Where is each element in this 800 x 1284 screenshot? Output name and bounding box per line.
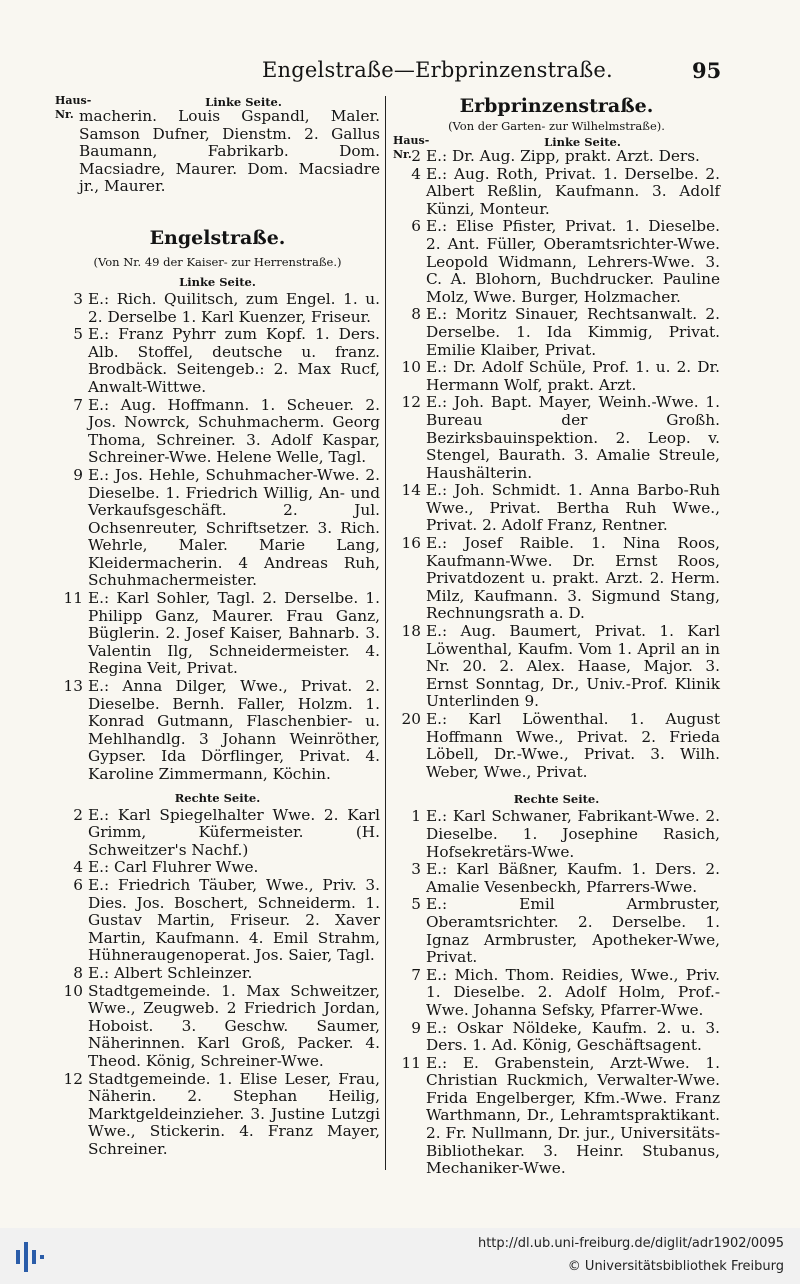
address-entry	[55, 859, 380, 877]
address-entry	[393, 535, 720, 623]
residents-text: E.: Anna Dilger, Wwe., Privat. 2. Dieselbe. Bernh. Faller, Holzm. 1. Konrad Gutmann, Flaschenbier- u. Mehlhandlg. 3 Johann Weinröther, Gypser. Ida Dörflinger, Privat. 4. Karoline Zimmermann, Köchin.	[88, 677, 380, 783]
address-entry	[393, 1020, 720, 1055]
house-number: 5	[73, 325, 83, 344]
house-number: 3	[73, 289, 83, 308]
house-number: 2	[411, 147, 421, 165]
address-entry	[393, 306, 720, 359]
house-number: 8	[73, 963, 83, 982]
address-entry	[393, 896, 720, 966]
address-entry	[55, 291, 380, 326]
address-entry	[55, 467, 380, 590]
address-entry	[55, 877, 380, 965]
residents-text: E.: Elise Pfister, Privat. 1. Dieselbe. 2. Ant. Füller, Oberamtsrichter-Wwe. Leopold Widmann, Lehrers-Wwe. 3. C. A. Blohorn, Buchdrucker. Pauline Molz, Wwe. Burger, Holzmacher.	[426, 217, 720, 306]
house-number: 18	[401, 622, 421, 641]
house-number: 4	[73, 858, 83, 877]
address-entry	[393, 1055, 720, 1178]
residents-text: E.: Joh. Schmidt. 1. Anna Barbo-Ruh Wwe., Privat. Bertha Ruh Wwe., Privat. 2. Adolf Franz, Rentner.	[426, 481, 720, 535]
side-heading: Linke Seite.	[179, 274, 256, 289]
house-number: 3	[411, 860, 421, 879]
residents-text: E.: Friedrich Täuber, Wwe., Priv. 3. Dies. Jos. Boschert, Schneiderm. 1. Gustav Martin, Friseur. 2. Xaver Martin, Kaufmann. 4. Emil Strahm, Hühneraugenoperat. Jos. Saier, Tagl.	[88, 875, 380, 965]
house-number-heading: Haus-Nr.	[55, 94, 92, 121]
house-number: 8	[411, 305, 421, 324]
house-number: 1	[411, 807, 421, 826]
running-title: Engelstraße—Erbprinzenstraße.	[262, 58, 613, 82]
address-entry	[393, 148, 720, 166]
house-number: 12	[63, 1069, 83, 1088]
address-entry	[393, 711, 720, 781]
residents-text: E.: Karl Löwenthal. 1. August Hoffmann Wwe., Privat. 2. Frieda Löbell, Dr.-Wwe., Privat. 3. Wilh. Weber, Wwe., Privat.	[426, 710, 720, 781]
column-heading	[55, 94, 380, 121]
permalink-link[interactable]: http://dl.ub.uni-freiburg.de/diglit/adr1902/0095	[477, 1236, 784, 1251]
entries-left-side	[55, 291, 380, 784]
continued-entry: macherin. Louis Gspandl, Maler. Samson Dufner, Dienstm. 2. Gallus Baumann, Fabrikarb. Dom. Macsiadre, Maurer. Dom. Macsiadre jr., Maurer.	[79, 107, 380, 196]
address-entry	[393, 359, 720, 394]
house-number: 12	[401, 393, 421, 412]
side-heading: Rechte Seite.	[174, 790, 261, 805]
address-entry	[393, 166, 720, 219]
residents-text: E.: Karl Spiegelhalter Wwe. 2. Karl Grimm, Küfermeister. (H. Schweitzer's Nachf.)	[88, 805, 380, 859]
house-number: 10	[63, 981, 83, 1000]
residents-text: E.: Jos. Hehle, Schuhmacher-Wwe. 2. Dieselbe. 1. Friedrich Willig, An- und Verkaufsgeschäft. 2. Jul. Ochsenreuter, Schriftsetzer. 3. Rich. Wehrle, Maler. Marie Lang, Kleidermacherin. 4 Andreas Ruh, Schuhmachermeister.	[88, 465, 380, 590]
page-number: 95	[692, 58, 722, 83]
address-entry	[55, 590, 380, 678]
house-number: 7	[73, 395, 83, 414]
street-range-note: (Von der Garten- zur Wilhelmstraße).	[448, 119, 665, 133]
address-entry	[55, 807, 380, 860]
residents-text: E.: Mich. Thom. Reidies, Wwe., Priv. 1. Dieselbe. 2. Adolf Holm, Prof.-Wwe. Johanna Sefsky, Pfarrer-Wwe.	[426, 965, 720, 1019]
page-header	[0, 58, 800, 88]
residents-text: E.: Moritz Sinauer, Rechtsanwalt. 2. Derselbe. 1. Ida Kimmig, Privat. Emilie Klaiber, Privat.	[426, 305, 720, 359]
house-number: 5	[411, 895, 421, 914]
residents-text: Stadtgemeinde. 1. Max Schweitzer, Wwe., Zeugweb. 2 Friedrich Jordan, Hoboist. 3. Geschw. Saumer, Näherinnen. Karl Groß, Packer. 4. Theod. König, Schreiner-Wwe.	[88, 981, 380, 1070]
residents-text: E.: Josef Raible. 1. Nina Roos, Kaufmann-Wwe. Dr. Ernst Roos, Privatdozent u. prakt. Arzt. 2. Herm. Milz, Kaufmann. 3. Sigmund Stang, Rechnungsrath a. D.	[426, 534, 720, 623]
residents-text: E.: Aug. Roth, Privat. 1. Derselbe. 2. Albert Reßlin, Kaufmann. 3. Adolf Künzi, Monteur.	[426, 164, 720, 218]
house-number: 13	[63, 677, 83, 696]
address-entry	[55, 678, 380, 784]
address-entry	[55, 1071, 380, 1159]
address-entry	[55, 965, 380, 983]
entries-left-side	[393, 148, 720, 781]
house-number: 6	[73, 875, 83, 894]
address-entry	[55, 983, 380, 1071]
house-number: 16	[401, 534, 421, 553]
address-entry	[393, 967, 720, 1020]
house-number-heading: Haus-Nr.	[393, 134, 430, 161]
house-number: 7	[411, 965, 421, 984]
address-entry	[393, 218, 720, 306]
residents-text: Stadtgemeinde. 1. Elise Leser, Frau, Näherin. 2. Stephan Heilig, Marktgeldeinzieher. 3. Justine Lutzgi Wwe., Stickerin. 4. Franz Mayer, Schreiner.	[88, 1069, 380, 1158]
residents-text: E.: Franz Pyhrr zum Kopf. 1. Ders. Alb. Stoffel, deutsche u. franz. Brodbäck. Seitengeb.: 2. Max Rucf, Anwalt-Wittwe.	[88, 325, 380, 396]
residents-text: E.: Joh. Bapt. Mayer, Weinh.-Wwe. 1. Bureau der Großh. Bezirksbauinspektion. 2. Leop. v. Stengel, Baurath. 3. Amalie Streule, Haushälterin.	[426, 393, 720, 482]
residents-text: E.: Karl Sohler, Tagl. 2. Derselbe. 1. Philipp Ganz, Maurer. Frau Ganz, Büglerin. 2. Josef Kaiser, Bahnarb. 3. Valentin Ilg, Schneidermeister. 4. Regina Veit, Privat.	[88, 589, 380, 678]
address-entry	[393, 861, 720, 896]
residents-text: E.: Dr. Aug. Zipp, prakt. Arzt. Ders.	[426, 147, 700, 165]
house-number: 20	[401, 710, 421, 728]
right-column	[393, 94, 720, 1178]
copyright-notice: © Universitätsbibliothek Freiburg	[567, 1259, 784, 1274]
house-number: 9	[73, 465, 83, 484]
street-heading: Erbprinzenstraße.	[459, 95, 654, 117]
side-heading: Rechte Seite.	[513, 792, 600, 807]
residents-text: E.: Rich. Quilitsch, zum Engel. 1. u. 2. Derselbe 1. Karl Kuenzer, Friseur.	[88, 289, 380, 326]
side-heading: Linke Seite.	[544, 135, 621, 149]
house-number: 14	[401, 481, 421, 500]
house-number: 10	[401, 358, 421, 377]
address-entry	[55, 326, 380, 396]
house-number: 2	[73, 805, 83, 824]
residents-text: E.: Carl Fluhrer Wwe.	[88, 858, 259, 877]
street-range-note: (Von Nr. 49 der Kaiser- zur Herrenstraße.)	[93, 254, 342, 269]
residents-text: E.: Karl Schwaner, Fabrikant-Wwe. 2. Dieselbe. 1. Josephine Rasich, Hofsekretärs-Wwe.	[426, 807, 720, 861]
street-heading: Engelstraße.	[149, 226, 286, 249]
residents-text: E.: Albert Schleinzer.	[88, 963, 253, 982]
address-entry	[393, 482, 720, 535]
entries-right-side	[393, 808, 720, 1177]
address-entry	[393, 808, 720, 861]
house-number: 6	[411, 217, 421, 236]
residents-text: E.: Emil Armbruster, Oberamtsrichter. 2. Derselbe. 1. Ignaz Armbruster, Apotheker-Wwe, Privat.	[426, 895, 720, 967]
house-number: 11	[63, 589, 83, 608]
residents-text: E.: Oskar Nöldeke, Kaufm. 2. u. 3. Ders. 1. Ad. König, Geschäftsagent.	[426, 1018, 720, 1055]
side-heading: Linke Seite.	[205, 95, 282, 109]
residents-text: E.: Karl Bäßner, Kaufm. 1. Ders. 2. Amalie Vesenbeckh, Pfarrers-Wwe.	[426, 860, 720, 896]
entries-right-side	[55, 807, 380, 1159]
house-number: 9	[411, 1018, 421, 1037]
house-number: 11	[401, 1053, 421, 1072]
viewer-footer	[0, 1228, 800, 1284]
column-divider	[385, 96, 386, 1170]
address-entry	[393, 623, 720, 711]
residents-text: E.: E. Grabenstein, Arzt-Wwe. 1. Christian Ruckmich, Verwalter-Wwe. Frida Engelberger, Kfm.-Wwe. Franz Warthmann, Dr., Lehramtspraktikant. 2. Fr. Nullmann, Dr. jur., Universitäts-Bibliothekar. 3. Heinr. Stubanus, Mechaniker-Wwe.	[426, 1053, 720, 1178]
library-logo-icon	[16, 1240, 50, 1274]
residents-text: E.: Aug. Hoffmann. 1. Scheuer. 2. Jos. Nowrck, Schuhmacherm. Georg Thoma, Schreiner. 3. Adolf Kaspar, Schreiner-Wwe. Helene Welle, Tagl.	[88, 395, 380, 467]
house-number: 4	[411, 164, 421, 183]
residents-text: E.: Dr. Adolf Schüle, Prof. 1. u. 2. Dr. Hermann Wolf, prakt. Arzt.	[426, 358, 720, 394]
left-column	[55, 94, 380, 1158]
residents-text: E.: Aug. Baumert, Privat. 1. Karl Löwenthal, Kaufm. Vom 1. April an in Nr. 20. 2. Alex. Haase, Major. 3. Ernst Sonntag, Dr., Univ.-Prof. Klinik Unterlinden 9.	[426, 622, 720, 711]
address-entry	[55, 397, 380, 467]
address-entry	[393, 394, 720, 482]
